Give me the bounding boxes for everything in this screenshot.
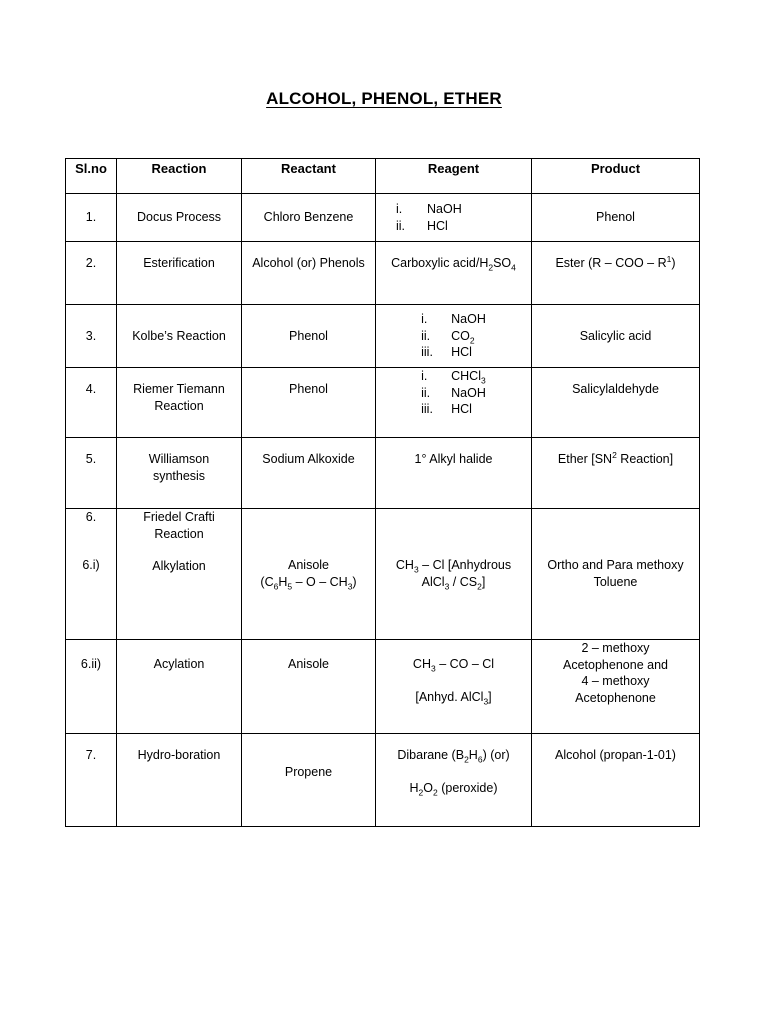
reaction-cell: Hydro-boration xyxy=(117,734,242,827)
header-reagent: Reagent xyxy=(376,159,532,194)
reagent-item: iii. HCl xyxy=(421,402,472,416)
sl-cell: 2. xyxy=(66,242,117,305)
reaction-cell: Riemer Tiemann Reaction xyxy=(117,368,242,438)
product-cell: Phenol xyxy=(532,194,700,242)
product-cell: Ester (R – COO – $R^1$) xyxy=(532,242,700,305)
table-row xyxy=(66,509,700,640)
reactant-cell: Anisole ($C_6H_5$ – O – $CH_3$) xyxy=(242,509,376,640)
header-product: Product xyxy=(532,159,700,194)
sl-cell: 7. xyxy=(66,734,117,827)
table-row xyxy=(66,305,700,368)
table-row xyxy=(66,438,700,509)
reaction-cell: Esterification xyxy=(117,242,242,305)
reactant-cell: Propene xyxy=(242,734,376,827)
table-row xyxy=(66,194,700,242)
reaction-cell: Williamson synthesis xyxy=(117,438,242,509)
reagent-cell xyxy=(376,305,532,368)
reagent-list xyxy=(421,311,486,361)
reactant-cell: Phenol xyxy=(242,305,376,368)
reagent-item: ii. NaOH xyxy=(421,385,486,400)
header-sl-no: Sl.no xyxy=(66,159,117,194)
product-cell: 2 – methoxy Acetophenone and 4 – methoxy Acetophenone xyxy=(532,640,700,734)
sl-cell: 6.ii) xyxy=(66,640,117,734)
reactions-table xyxy=(65,158,700,827)
reagent-item: i. NaOH xyxy=(396,202,462,216)
reactant-cell: Alcohol (or) Phenols xyxy=(242,242,376,305)
reagent-cell: $CH_3$ – CO – Cl [Anhyd. AlCl$_3$] xyxy=(376,640,532,734)
header-reaction: Reaction xyxy=(117,159,242,194)
table-row xyxy=(66,368,700,438)
sl-cell: 5. xyxy=(66,438,117,509)
header-reactant: Reactant xyxy=(242,159,376,194)
table-row xyxy=(66,640,700,734)
reaction-cell: Kolbe’s Reaction xyxy=(117,305,242,368)
reaction-cell: Acylation xyxy=(117,640,242,734)
sl-cell: 1. xyxy=(66,194,117,242)
product-cell: Salicylic acid xyxy=(532,305,700,368)
product-cell: Salicylaldehyde xyxy=(532,368,700,438)
reagent-cell: 1° Alkyl halide xyxy=(376,438,532,509)
reagent-cell xyxy=(376,368,532,438)
reagent-list xyxy=(421,368,486,418)
reaction-cell: Docus Process xyxy=(117,194,242,242)
sl-cell: 3. xyxy=(66,305,117,368)
reagent-cell: Dibarane $(B_2H_6)$ (or) $H_2O_2$ (peroxide) xyxy=(376,734,532,827)
reagent-item: iii. HCl xyxy=(421,345,472,360)
reagent-cell: Carboxylic acid/$H_2SO_4$ xyxy=(376,242,532,305)
sl-cell: 4. xyxy=(66,368,117,438)
reagent-list xyxy=(396,201,462,234)
page-title: ALCOHOL, PHENOL, ETHER xyxy=(266,89,502,108)
reactant-cell: Chloro Benzene xyxy=(242,194,376,242)
reagent-cell xyxy=(376,194,532,242)
reactant-cell: Anisole xyxy=(242,640,376,734)
reagent-cell: $CH_3$ – Cl [Anhydrous AlCl$_3$ / $CS_2$] xyxy=(376,509,532,640)
product-cell: Alcohol (propan-1-01) xyxy=(532,734,700,827)
reaction-cell: Friedel Crafti Reaction Alkylation xyxy=(117,509,242,640)
table-row xyxy=(66,734,700,827)
reagent-item: i. NaOH xyxy=(421,312,486,327)
reactant-cell: Phenol xyxy=(242,368,376,438)
reagent-item: ii. $CO_2$ xyxy=(421,328,475,346)
reactant-cell: Sodium Alkoxide xyxy=(242,438,376,509)
product-cell: Ortho and Para methoxy Toluene xyxy=(532,509,700,640)
table-row xyxy=(66,242,700,305)
reagent-item: i. CHCl$_3$ xyxy=(421,369,486,386)
sl-cell: 6. 6.i) xyxy=(66,509,117,640)
product-cell: Ether [$SN^2$ Reaction] xyxy=(532,438,700,509)
reagent-item: ii. HCl xyxy=(396,218,448,233)
table-header-row xyxy=(66,159,700,194)
